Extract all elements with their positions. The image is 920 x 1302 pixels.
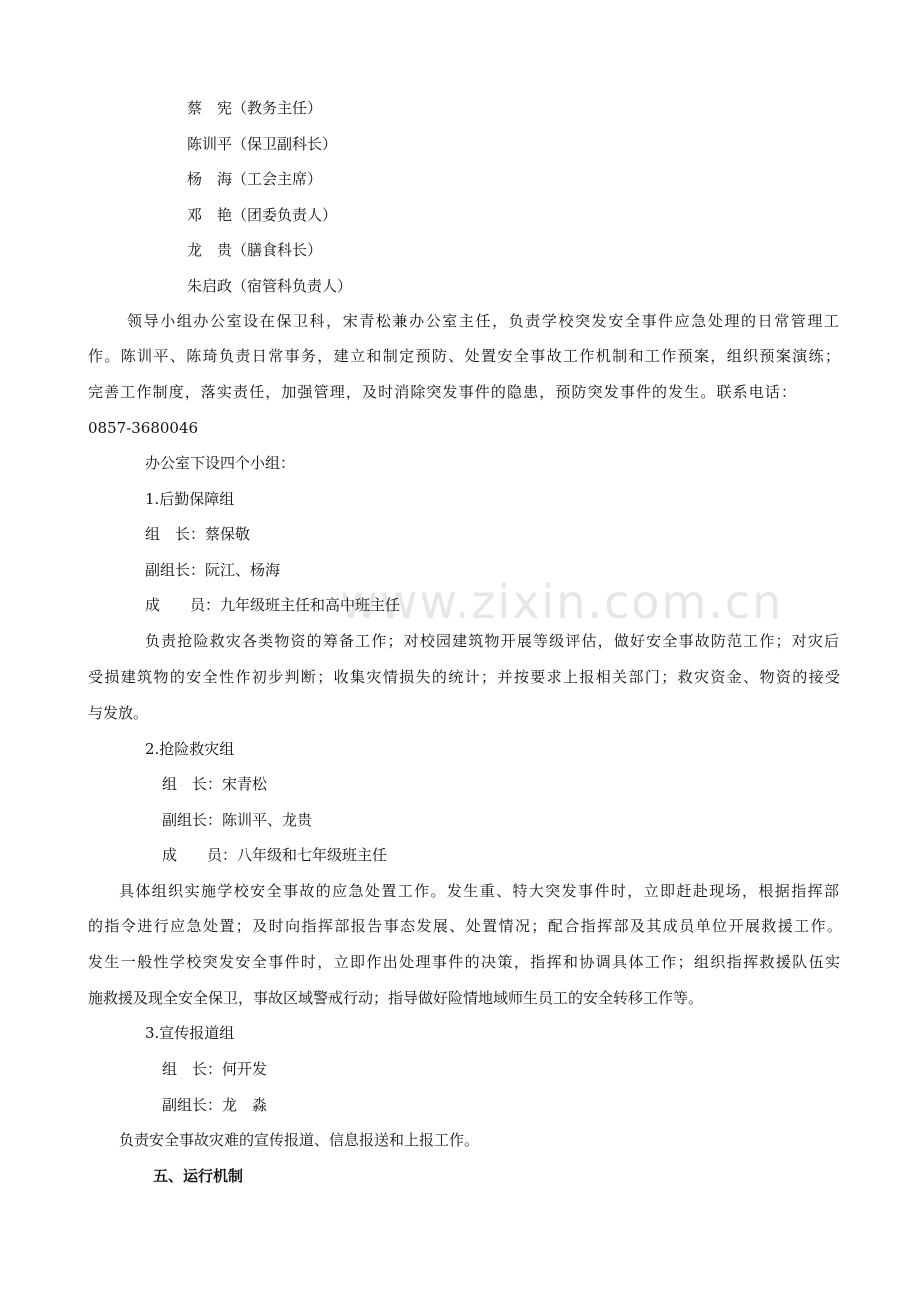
group1-duty-line: 负责抢险救灾各类物资的筹备工作；对校园建筑物开展等级评估，做好安全事故防范工作；对灾后 [145, 632, 839, 650]
office-paragraph-line: 作。陈训平、陈琦负责日常事务，建立和制定预防、处置安全事故工作机制和工作预案，组织预案演练； [88, 347, 840, 365]
group1-leader: 组 长：蔡保敬 [145, 525, 251, 543]
member-line: 蔡 宪（教务主任） [187, 99, 323, 117]
member-line: 朱启政（宿管科负责人） [187, 277, 353, 295]
group3-title: 3.宣传报道组 [145, 1024, 235, 1042]
group1-members: 成 员：九年级班主任和高中班主任 [145, 596, 401, 614]
office-paragraph-line: 领导小组办公室设在保卫科，宋青松兼办公室主任，负责学校突发安全事件应急处理的日常管理工 [127, 312, 839, 330]
group3-duty: 负责安全事故灾难的宣传报道、信息报送和上报工作。 [119, 1131, 480, 1149]
member-line: 龙 贵（膳食科长） [187, 241, 323, 259]
group2-duty-line: 的指令进行应急处置；及时向指挥部报告事态发展、处置情况；配合指挥部及其成员单位开展救援工作。 [88, 917, 842, 935]
group1-duty-line: 与发放。 [88, 704, 149, 722]
member-line: 杨 海（工会主席） [187, 170, 323, 188]
group3-leader: 组 长：何开发 [162, 1060, 268, 1078]
group2-duty-line: 发生一般性学校突发安全事件时，立即作出处理事件的决策，指挥和协调具体工作；组织指挥救援队伍实 [88, 953, 840, 971]
member-line: 陈训平（保卫副科长） [187, 135, 338, 153]
group1-deputy: 副组长：阮江、杨海 [145, 561, 281, 579]
office-paragraph-line: 完善工作制度，落实责任，加强管理，及时消除突发事件的隐患，预防突发事件的发生。联系电话： [88, 383, 796, 401]
member-line: 邓 艳（团委负责人） [187, 206, 338, 224]
watermark: www.zixin.com.cn [340, 575, 784, 629]
group2-deputy: 副组长：陈训平、龙贵 [162, 811, 313, 829]
group3-deputy: 副组长：龙 淼 [162, 1096, 268, 1114]
group1-duty-line: 受损建筑物的安全性作初步判断；收集灾情损失的统计；并按要求上报相关部门；救灾资金、物资的接受 [88, 668, 840, 686]
group2-leader: 组 长：宋青松 [162, 775, 268, 793]
group2-title: 2.抢险救灾组 [145, 740, 235, 758]
group2-members: 成 员：八年级和七年级班主任 [162, 846, 388, 864]
subgroups-intro: 办公室下设四个小组： [145, 454, 296, 472]
group2-duty-line: 具体组织实施学校安全事故的应急处置工作。发生重、特大突发事件时，立即赶赴现场，根据指挥部 [119, 882, 839, 900]
group2-duty-line: 施救援及现全安全保卫，事故区域警戒行动；指导做好险情地域师生员工的安全转移工作等。 [88, 989, 704, 1007]
section-heading: 五、运行机制 [153, 1167, 244, 1185]
group1-title: 1.后勤保障组 [145, 490, 235, 508]
phone-number: 0857-3680046 [88, 419, 199, 437]
